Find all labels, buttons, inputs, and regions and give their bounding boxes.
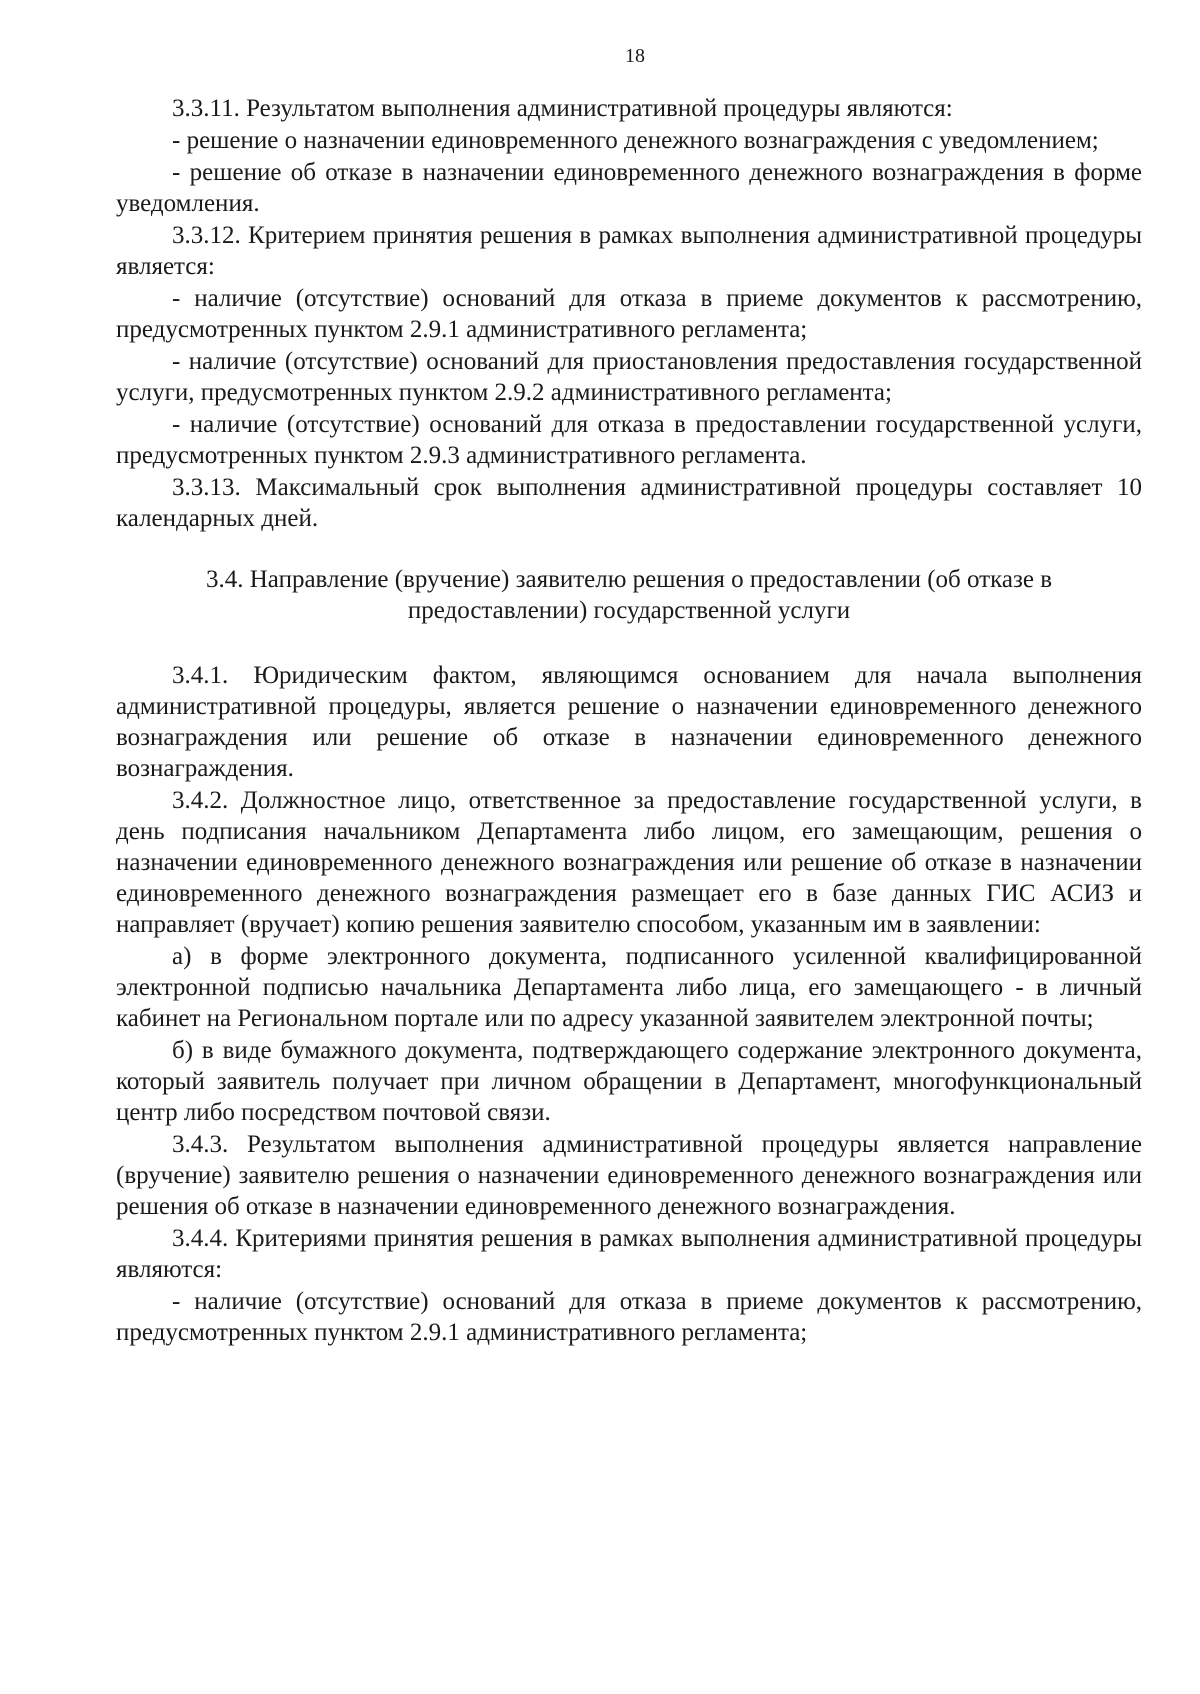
list-item-decision-refusal: - решение об отказе в назначении единовременного денежного вознаграждения в форме уведомления. bbox=[116, 159, 1142, 217]
list-item-option-b: б) в виде бумажного документа, подтверждающего содержание электронного документа, который заявитель получает при личном обращении в Департамент, многофункциональный центр либо посредством почтовой связи. bbox=[116, 1037, 1142, 1126]
paragraph-3-3-13: 3.3.13. Максимальный срок выполнения административной процедуры составляет 10 календарных дней. bbox=[116, 474, 1142, 532]
paragraph-3-4-1: 3.4.1. Юридическим фактом, являющимся основанием для начала выполнения административной процедуры, является решение о назначении единовременного денежного вознаграждения или решение об отказе в назначении единовременного денежного вознаграждения. bbox=[116, 662, 1142, 782]
page-number: 18 bbox=[625, 45, 645, 67]
paragraph-3-4-2: 3.4.2. Должностное лицо, ответственное за предоставление государственной услуги, в день подписания начальником Департамента либо лицом, его замещающим, решения о назначении единовременного денежного вознаграждения или решение об отказе в назначении единовременного денежного вознаграждения размещает его в базе данных ГИС АСИЗ и направляет (вручает) копию решения заявителю способом, указанным им в заявлении: bbox=[116, 787, 1142, 938]
document-body bbox=[116, 93, 1142, 1349]
paragraph-3-3-11: 3.3.11. Результатом выполнения административной процедуры являются: bbox=[172, 95, 953, 122]
section-heading-3-4: 3.4. Направление (вручение) заявителю решения о предоставлении (об отказе в предоставлении) государственной услуги bbox=[206, 566, 1052, 624]
list-item-criterion-2-9-1-repeat: - наличие (отсутствие) оснований для отказа в приеме документов к рассмотрению, предусмотренных пунктом 2.9.1 административного регламента; bbox=[116, 1288, 1142, 1346]
list-item-decision-grant: - решение о назначении единовременного денежного вознаграждения с уведомлением; bbox=[172, 127, 1099, 154]
paragraph-3-4-3: 3.4.3. Результатом выполнения административной процедуры является направление (вручение) заявителю решения о назначении единовременного денежного вознаграждения или решения об отказе в назначении единовременного денежного вознаграждения. bbox=[116, 1131, 1142, 1220]
paragraph-3-3-12: 3.3.12. Критерием принятия решения в рамках выполнения административной процедуры является: bbox=[116, 222, 1142, 280]
list-item-criterion-2-9-3: - наличие (отсутствие) оснований для отказа в предоставлении государственной услуги, предусмотренных пунктом 2.9.3 административного регламента. bbox=[116, 411, 1142, 469]
paragraph-3-4-4: 3.4.4. Критериями принятия решения в рамках выполнения административной процедуры являются: bbox=[116, 1225, 1142, 1283]
list-item-criterion-2-9-2: - наличие (отсутствие) оснований для приостановления предоставления государственной услуги, предусмотренных пунктом 2.9.2 административного регламента; bbox=[116, 348, 1142, 406]
list-item-criterion-2-9-1: - наличие (отсутствие) оснований для отказа в приеме документов к рассмотрению, предусмотренных пунктом 2.9.1 административного регламента; bbox=[116, 285, 1142, 343]
list-item-option-a: а) в форме электронного документа, подписанного усиленной квалифицированной электронной подписью начальника Департамента либо лица, его замещающего - в личный кабинет на Региональном портале или по адресу указанной заявителем электронной почты; bbox=[116, 943, 1142, 1032]
